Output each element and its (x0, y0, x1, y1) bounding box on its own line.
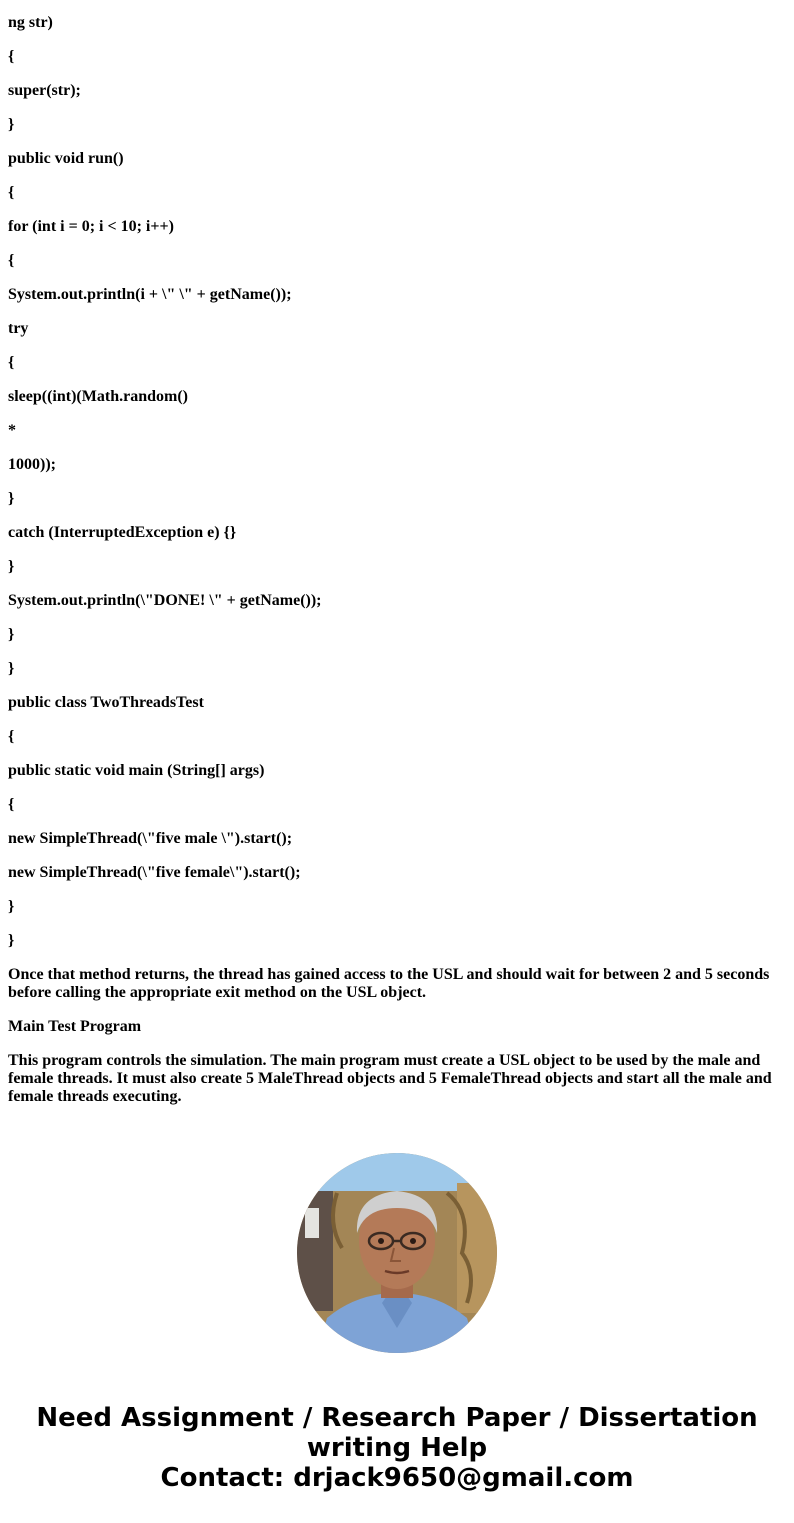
code-line: { (8, 796, 15, 813)
code-line: new SimpleThread(\"five male \").start(); (8, 830, 293, 847)
code-line: try (8, 320, 29, 337)
person-portrait-icon (297, 1153, 497, 1353)
code-line: System.out.println(\"DONE! \" + getName()); (8, 592, 322, 609)
code-line: super(str); (8, 82, 81, 99)
contact-email: Contact: drjack9650@gmail.com (160, 1463, 634, 1493)
code-line: } (8, 490, 15, 507)
code-line: System.out.println(i + \" \" + getName()); (8, 286, 292, 303)
code-line: public static void main (String[] args) (8, 762, 265, 779)
code-line: new SimpleThread(\"five female\").start(); (8, 864, 301, 881)
code-line: { (8, 252, 15, 269)
code-line: } (8, 898, 15, 915)
document-body (8, 0, 786, 1122)
code-line: } (8, 932, 15, 949)
code-line: public class TwoThreadsTest (8, 694, 204, 711)
code-line: } (8, 558, 15, 575)
code-line: } (8, 116, 15, 133)
code-line: } (8, 660, 15, 677)
code-line: } (8, 626, 15, 643)
code-line: public void run() (8, 150, 124, 167)
code-line: sleep((int)(Math.random() (8, 388, 188, 405)
code-line: * (8, 422, 16, 439)
code-line: { (8, 728, 15, 745)
code-line: for (int i = 0; i < 10; i++) (8, 218, 174, 235)
promo-line: Need Assignment / Research Paper / Dissertation (36, 1403, 758, 1433)
code-line: { (8, 184, 15, 201)
promo-banner (0, 1403, 794, 1493)
description-paragraph: Once that method returns, the thread has gained access to the USL and should wait for between 2 and 5 seconds before calling the appropriate exit method on the USL object. (8, 966, 770, 1001)
code-line: { (8, 354, 15, 371)
avatar (297, 1153, 497, 1353)
promo-line: writing Help (306, 1433, 488, 1463)
code-line: catch (InterruptedException e) {} (8, 524, 237, 541)
description-paragraph: This program controls the simulation. The main program must create a USL object to be used by the male and female threads. It must also create 5 MaleThread objects and 5 FemaleThread objects and start all the male and female threads executing. (8, 1052, 772, 1105)
section-heading: Main Test Program (8, 1018, 142, 1035)
code-line: { (8, 48, 15, 65)
code-line: 1000)); (8, 456, 56, 473)
code-line: ng str) (8, 14, 53, 31)
